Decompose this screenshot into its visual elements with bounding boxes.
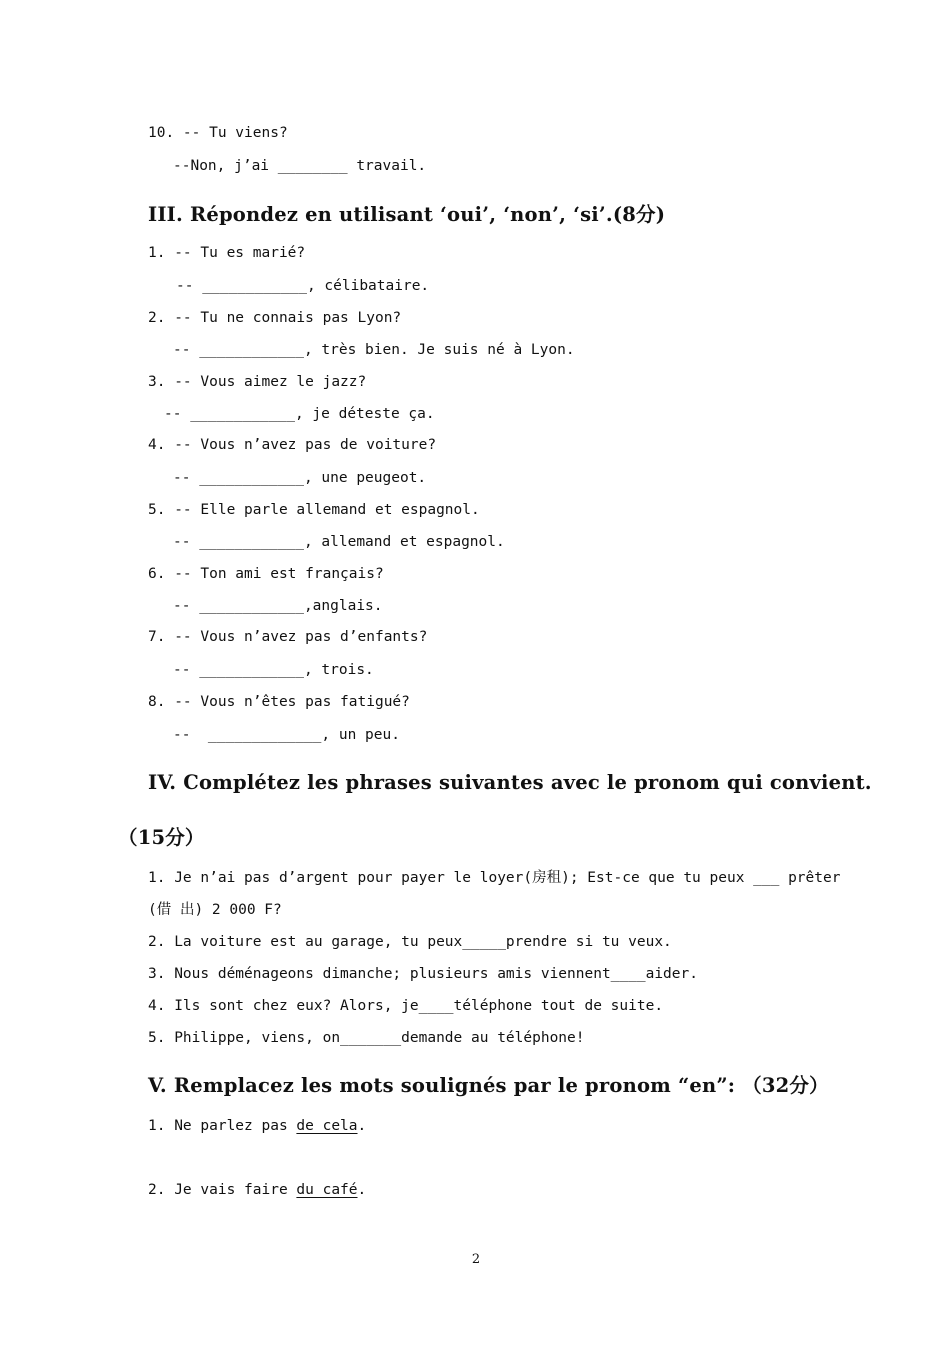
s5-item-2-underlined: du café: [296, 1182, 358, 1198]
s3-item-8-answer: -- _____________, un peu.: [173, 727, 400, 743]
s3-item-1-question: 1. -- Tu es marié?: [148, 245, 306, 261]
section-4-points: （15分）: [118, 826, 205, 849]
s5-item-2: [148, 1181, 366, 1199]
s3-item-7-answer: -- ____________, trois.: [173, 662, 374, 678]
q10-answer: --Non, j’ai ________ travail.: [173, 158, 427, 174]
s3-item-8-question: 8. -- Vous n’êtes pas fatigué?: [148, 694, 410, 710]
s3-item-2-answer: -- ____________, très bien. Je suis né à Lyon.: [173, 342, 575, 358]
s3-item-4-answer: -- ____________, une peugeot.: [173, 470, 427, 486]
section-3-heading: III. Répondez en utilisant ‘oui’, ‘non’, ‘si’.(8分): [148, 203, 666, 226]
s3-item-6-answer: -- ____________,anglais.: [173, 598, 383, 614]
s4-item-2: 2. La voiture est au garage, tu peux_____prendre si tu veux.: [148, 934, 672, 950]
s3-item-5-answer: -- ____________, allemand et espagnol.: [173, 534, 505, 550]
s3-item-5-question: 5. -- Elle parle allemand et espagnol.: [148, 502, 480, 518]
section-5-heading: V. Remplacez les mots soulignés par le pronom “en”: （32分）: [148, 1074, 829, 1097]
s3-item-4-question: 4. -- Vous n’avez pas de voiture?: [148, 437, 437, 453]
s3-item-2-question: 2. -- Tu ne connais pas Lyon?: [148, 310, 402, 326]
s3-item-3-question: 3. -- Vous aimez le jazz?: [148, 374, 367, 390]
s5-item-2-prefix: 2. Je vais faire: [148, 1182, 297, 1198]
section-4-heading: IV. Complétez les phrases suivantes avec le pronom qui convient.: [148, 771, 872, 794]
s5-item-1-suffix: .: [357, 1118, 367, 1134]
s4-item-1-line-1: 1. Je n’ai pas d’argent pour payer le loyer(房租); Est-ce que tu peux ___ prêter: [148, 870, 841, 886]
s5-item-1-underlined: de cela: [296, 1118, 358, 1134]
q10-question: 10. -- Tu viens?: [148, 125, 288, 141]
s4-item-3: 3. Nous déménageons dimanche; plusieurs amis viennent____aider.: [148, 966, 698, 982]
s4-item-5: 5. Philippe, viens, on_______demande au téléphone!: [148, 1030, 585, 1046]
page-number: 2: [471, 1252, 481, 1267]
s5-item-1: [148, 1117, 366, 1135]
s5-item-2-suffix: .: [357, 1182, 367, 1198]
s4-item-1-line-2: (借 出) 2 000 F?: [148, 902, 282, 918]
s3-item-6-question: 6. -- Ton ami est français?: [148, 566, 384, 582]
s3-item-7-question: 7. -- Vous n’avez pas d’enfants?: [148, 629, 428, 645]
s5-item-1-prefix: 1. Ne parlez pas: [148, 1118, 297, 1134]
s3-item-1-answer: -- ____________, célibataire.: [176, 278, 430, 294]
s3-item-3-answer: -- ____________, je déteste ça.: [164, 406, 435, 422]
s4-item-4: 4. Ils sont chez eux? Alors, je____téléphone tout de suite.: [148, 998, 664, 1014]
